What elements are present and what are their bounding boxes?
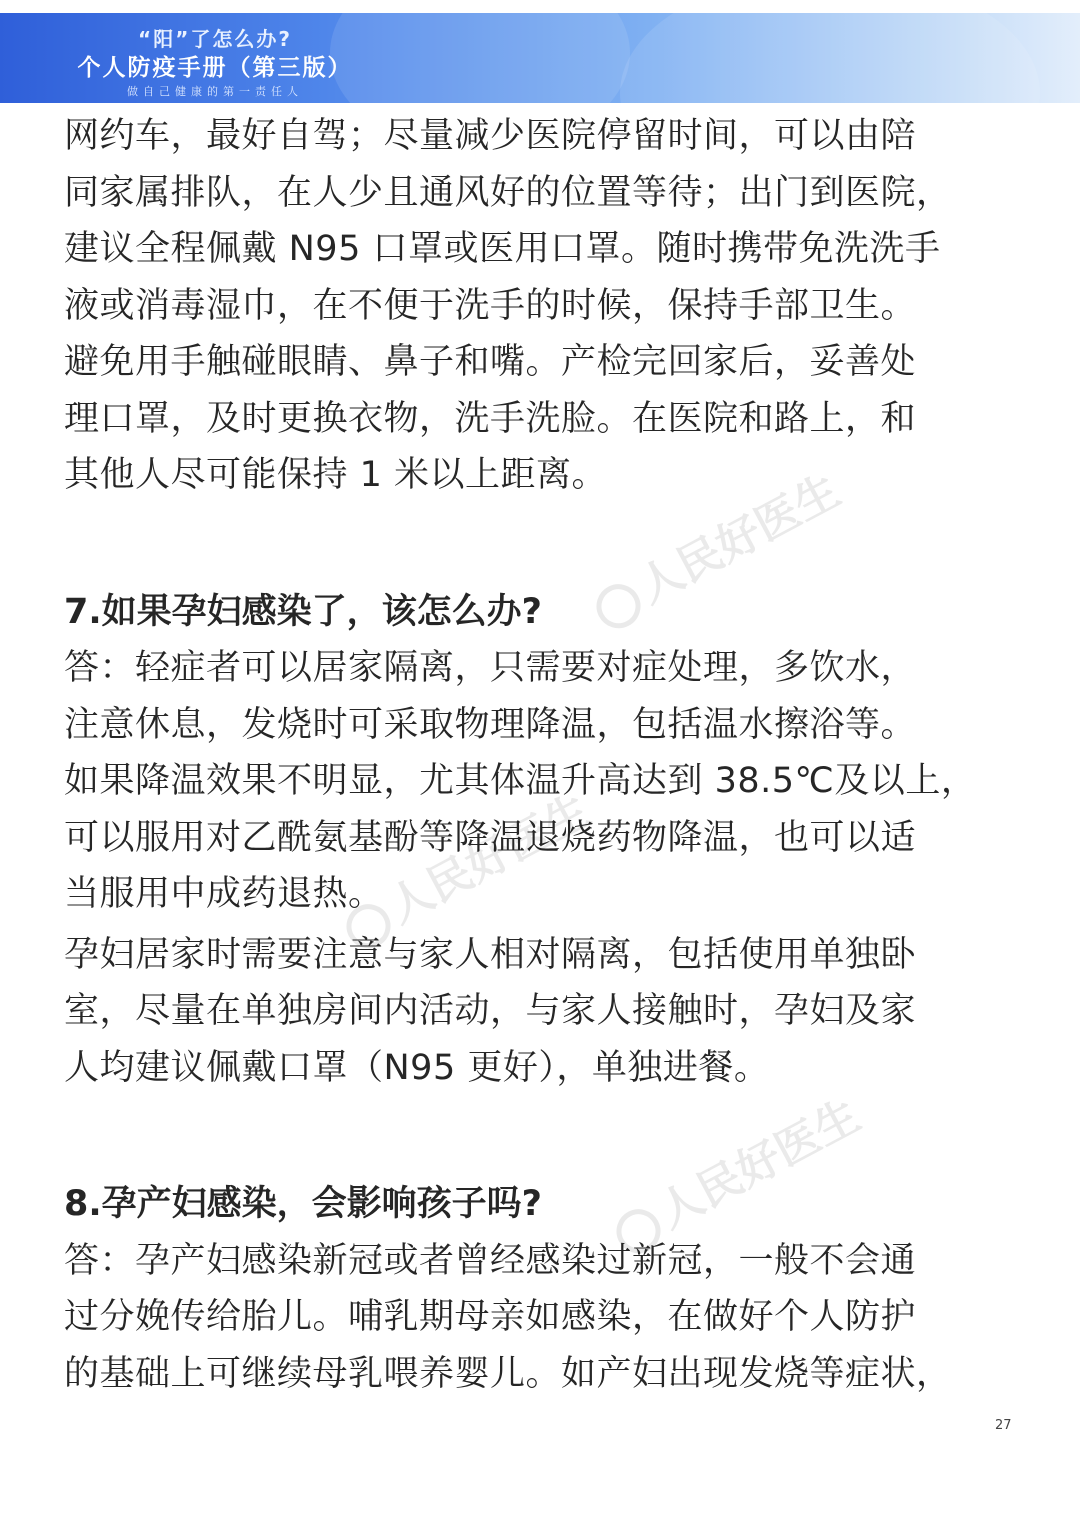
text-line: 室，尽量在单独房间内活动，与家人接触时，孕妇及家 [64,991,917,1031]
text-line: 孕妇居家时需要注意与家人相对隔离，包括使用单独卧 [64,934,917,975]
text-line: 同家属排队，在人少且通风好的位置等待；出门到医院， [64,172,952,213]
text-line: 如果降温效果不明显，尤其体温升高达到 38.5℃及以上， [64,761,977,801]
section-heading: 8.孕产妇感染，会影响孩子吗? [64,1184,542,1224]
page-number: 27 [995,1418,1012,1433]
text-line: 当服用中成药退热。 [64,874,384,914]
watermark: 人民好医生 [331,775,599,958]
text-line: 答：轻症者可以居家隔离，只需要对症处理，多饮水， [64,648,917,688]
text-line: 注意休息，发烧时可采取物理降温，包括温水擦浴等。 [64,704,917,745]
text-line: 其他人尽可能保持 1 米以上距离。 [64,455,608,495]
text-line: 避免用手触碰眼睛、鼻子和嘴。产检完回家后，妥善处 [64,342,917,382]
text-line: 答：孕产妇感染新冠或者曾经感染过新冠，一般不会通 [64,1240,917,1281]
document-body [64,108,1024,1402]
text-line: 液或消毒湿巾，在不便于洗手的时候，保持手部卫生。 [64,285,917,326]
banner-tagline: 做自己健康的第一责任人 [127,85,303,98]
text-line: 建议全程佩戴 N95 口罩或医用口罩。随时携带免洗洗手 [64,229,941,269]
text-line: 过分娩传给胎儿。哺乳期母亲如感染，在做好个人防护 [64,1297,917,1337]
text-line: 的基础上可继续母乳喂养婴儿。如产妇出现发烧等症状， [64,1353,952,1394]
section-q8 [64,1176,1024,1402]
watermark: 人民好医生 [601,1080,869,1263]
text-line: 可以服用对乙酰氨基酚等降温退烧药物降温，也可以适 [64,817,917,858]
banner-title: 个人防疫手册（第三版） [77,55,353,81]
text-line: 人均建议佩戴口罩（N95 更好），单独进餐。 [64,1047,770,1088]
watermark: 人民好医生 [581,455,849,638]
banner-subtitle: “阳”了怎么办? [138,27,292,51]
intro-paragraph [64,108,1024,504]
header-banner [0,13,1080,103]
text-line: 理口罩，及时更换衣物，洗手洗脸。在医院和路上，和 [64,398,917,439]
banner-decoration [620,13,1040,103]
section-heading: 7.如果孕妇感染了，该怎么办? [64,591,542,632]
text-line: 网约车，最好自驾；尽量减少医院停留时间，可以由陪 [64,116,917,156]
section-q7 [64,584,1024,1097]
